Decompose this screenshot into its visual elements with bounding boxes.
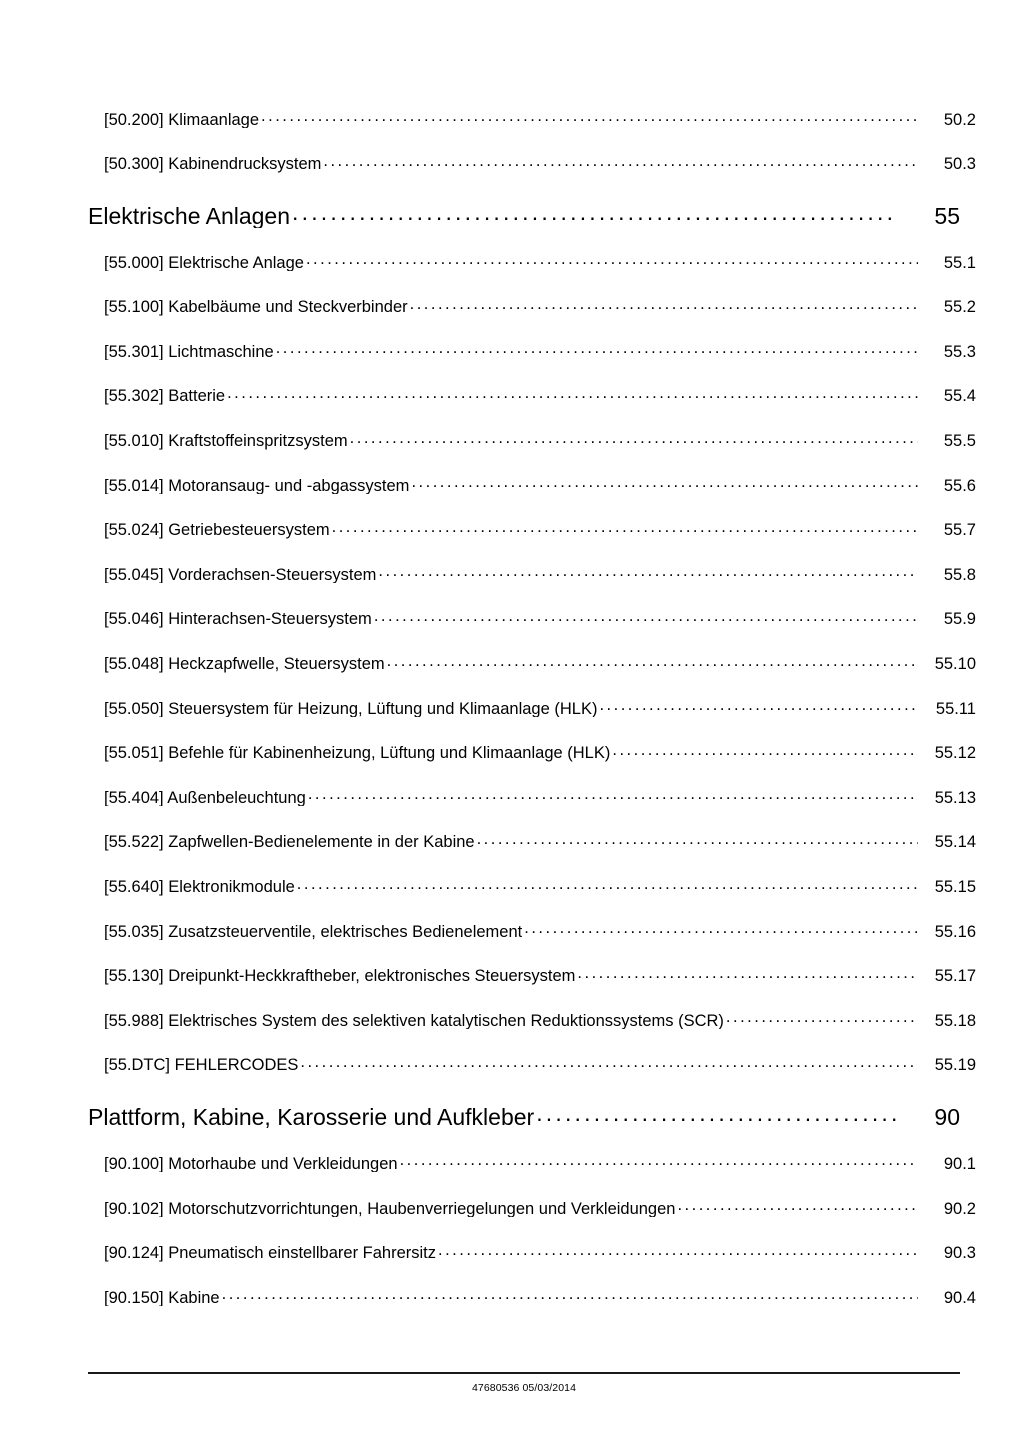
toc-entry-row[interactable] — [104, 555, 976, 600]
toc-entry-label: [50.300] Kabinendrucksystem — [104, 156, 322, 173]
toc-entry-row[interactable] — [104, 145, 976, 190]
dot-leader — [726, 1009, 918, 1026]
dot-leader — [292, 201, 896, 224]
dot-leader — [222, 1286, 918, 1303]
dot-leader — [599, 697, 918, 714]
toc-entry-row[interactable] — [104, 1278, 976, 1323]
toc-entry-page-number: 90.2 — [943, 1199, 976, 1218]
dot-leader — [261, 108, 918, 125]
dot-leader — [308, 786, 918, 803]
toc-entry-row[interactable] — [104, 912, 976, 957]
toc-entry-page-number: 55.3 — [943, 342, 976, 361]
dot-leader — [524, 920, 918, 937]
dot-leader — [410, 296, 918, 313]
toc-entry-label: [55.640] Elektronikmodule — [104, 879, 295, 896]
toc-entry-label: [55.014] Motoransaug- und -abgassystem — [104, 477, 410, 495]
dot-leader — [438, 1242, 918, 1259]
toc-entry-label: [55.051] Befehle für Kabinenheizung, Lüftung und Klimaanlage (HLK) — [104, 745, 611, 762]
toc-entry-label: [55.045] Vorderachsen-Steuersystem — [104, 566, 377, 584]
dot-leader — [350, 430, 918, 447]
toc-entry-label: [55.522] Zapfwellen-Bedienelemente in der Kabine — [104, 834, 475, 851]
toc-entry-page-number: 55.19 — [934, 1056, 976, 1075]
footer-text: 47680536 05/03/2014 — [471, 1382, 577, 1394]
toc-entry-label: [90.102] Motorschutzvorrichtungen, Haubenverriegelungen und Verkleidungen — [104, 1200, 676, 1218]
toc-entry-label: [55.000] Elektrische Anlage — [104, 254, 304, 272]
toc-entry-page-number: 50.3 — [943, 155, 976, 174]
dot-leader — [374, 608, 918, 625]
toc-entry-page-number: 55.13 — [934, 788, 976, 807]
toc-entry-page-number: 55.12 — [934, 744, 976, 763]
toc-entry-row[interactable] — [104, 466, 976, 511]
dot-leader — [612, 742, 918, 759]
toc-entry-page-number: 55.16 — [934, 922, 976, 941]
toc-entry-row[interactable] — [104, 511, 976, 556]
toc-entry-row[interactable] — [104, 1001, 976, 1046]
dot-leader — [323, 153, 918, 170]
toc-entry-row[interactable] — [104, 1144, 976, 1189]
toc-heading-page-number: 90 — [934, 1104, 960, 1131]
toc-entry-row[interactable] — [104, 100, 976, 145]
toc-entry-label: [55.988] Elektrisches System des selektiven katalytischen Reduktionssystems (SCR) — [104, 1012, 724, 1030]
toc-entry-page-number: 55.14 — [934, 833, 976, 852]
toc-heading-label: Elektrische Anlagen — [88, 205, 291, 229]
toc-entry-page-number: 55.6 — [943, 476, 976, 495]
table-of-contents — [88, 100, 976, 1323]
toc-entry-label: [90.150] Kabine — [104, 1289, 220, 1307]
dot-leader — [411, 474, 918, 491]
toc-entry-page-number: 55.17 — [934, 967, 976, 986]
toc-entry-page-number: 55.2 — [943, 298, 976, 317]
toc-entry-row[interactable] — [104, 689, 976, 734]
toc-entry-label: [55.048] Heckzapfwelle, Steuersystem — [104, 656, 385, 673]
dot-leader — [387, 653, 918, 670]
toc-entry-label: [55.302] Batterie — [104, 388, 226, 405]
toc-entry-row[interactable] — [104, 332, 976, 377]
toc-entry-label: [55.404] Außenbeleuchtung — [104, 789, 306, 807]
toc-entry-label: [55.301] Lichtmaschine — [104, 343, 274, 361]
dot-leader — [300, 1054, 918, 1071]
toc-entry-page-number: 55.11 — [935, 699, 976, 718]
toc-entry-label: [55.035] Zusatzsteuerventile, elektrisches Bedienelement — [104, 923, 523, 941]
toc-entry-label: [90.124] Pneumatisch einstellbarer Fahrersitz — [104, 1245, 436, 1262]
toc-entry-page-number: 55.5 — [943, 432, 976, 451]
toc-entry-row[interactable] — [104, 645, 976, 690]
dot-leader — [297, 876, 918, 893]
dot-leader — [227, 385, 918, 402]
dot-leader — [306, 251, 918, 268]
toc-entry-label: [90.100] Motorhaube und Verkleidungen — [104, 1155, 398, 1173]
dot-leader — [677, 1197, 918, 1214]
toc-entry-row[interactable] — [104, 957, 976, 1002]
toc-entry-row[interactable] — [104, 377, 976, 422]
toc-entry-label: [55.050] Steuersystem für Heizung, Lüftung und Klimaanlage (HLK) — [104, 700, 598, 718]
toc-entry-row[interactable] — [104, 868, 976, 913]
toc-entry-page-number: 55.7 — [943, 521, 976, 540]
dot-leader — [477, 831, 918, 848]
toc-entry-page-number: 50.2 — [943, 110, 976, 129]
toc-entry-page-number: 55.9 — [943, 610, 976, 629]
toc-entry-row[interactable] — [104, 600, 976, 645]
dot-leader — [577, 965, 918, 982]
toc-entry-row[interactable] — [104, 422, 976, 467]
toc-entry-page-number: 55.8 — [943, 565, 976, 584]
toc-entry-row[interactable] — [104, 823, 976, 868]
toc-entry-label: [55.024] Getriebesteuersystem — [104, 522, 330, 539]
toc-entry-page-number: 90.3 — [943, 1244, 976, 1263]
toc-entry-page-number: 55.10 — [934, 655, 976, 674]
toc-entry-page-number: 55.4 — [943, 387, 976, 406]
toc-entry-row[interactable] — [104, 243, 976, 288]
dot-leader — [400, 1152, 918, 1169]
dot-leader — [332, 519, 918, 536]
toc-entry-label: [55.130] Dreipunkt-Heckkraftheber, elektronisches Steuersystem — [104, 968, 576, 985]
dot-leader — [536, 1102, 896, 1125]
toc-entry-label: [55.DTC] FEHLERCODES — [104, 1057, 299, 1074]
toc-entry-label: [55.100] Kabelbäume und Steckverbinder — [104, 299, 408, 316]
toc-entry-row[interactable] — [104, 778, 976, 823]
footer-divider — [88, 1372, 960, 1374]
dot-leader — [378, 563, 918, 580]
toc-entry-label: [55.046] Hinterachsen-Steuersystem — [104, 611, 372, 628]
toc-entry-page-number: 55.1 — [943, 253, 976, 272]
toc-heading-label: Plattform, Kabine, Karosserie und Aufkleber — [88, 1106, 535, 1130]
dot-leader — [276, 340, 918, 357]
toc-heading-row[interactable] — [88, 1090, 960, 1144]
toc-entry-label: [55.010] Kraftstoffeinspritzsystem — [104, 433, 348, 450]
toc-heading-row[interactable] — [88, 189, 960, 243]
toc-entry-row[interactable] — [104, 1046, 976, 1091]
toc-entry-row[interactable] — [104, 734, 976, 779]
toc-entry-row[interactable] — [104, 1189, 976, 1234]
toc-entry-page-number: 55.18 — [934, 1011, 976, 1030]
toc-entry-page-number: 90.4 — [943, 1288, 976, 1307]
toc-entry-page-number: 90.1 — [943, 1154, 976, 1173]
page-footer — [88, 1372, 960, 1394]
toc-entry-row[interactable] — [104, 1234, 976, 1279]
toc-entry-label: [50.200] Klimaanlage — [104, 111, 260, 128]
toc-entry-page-number: 55.15 — [934, 878, 976, 896]
toc-heading-page-number: 55 — [934, 203, 960, 230]
toc-entry-row[interactable] — [104, 288, 976, 333]
